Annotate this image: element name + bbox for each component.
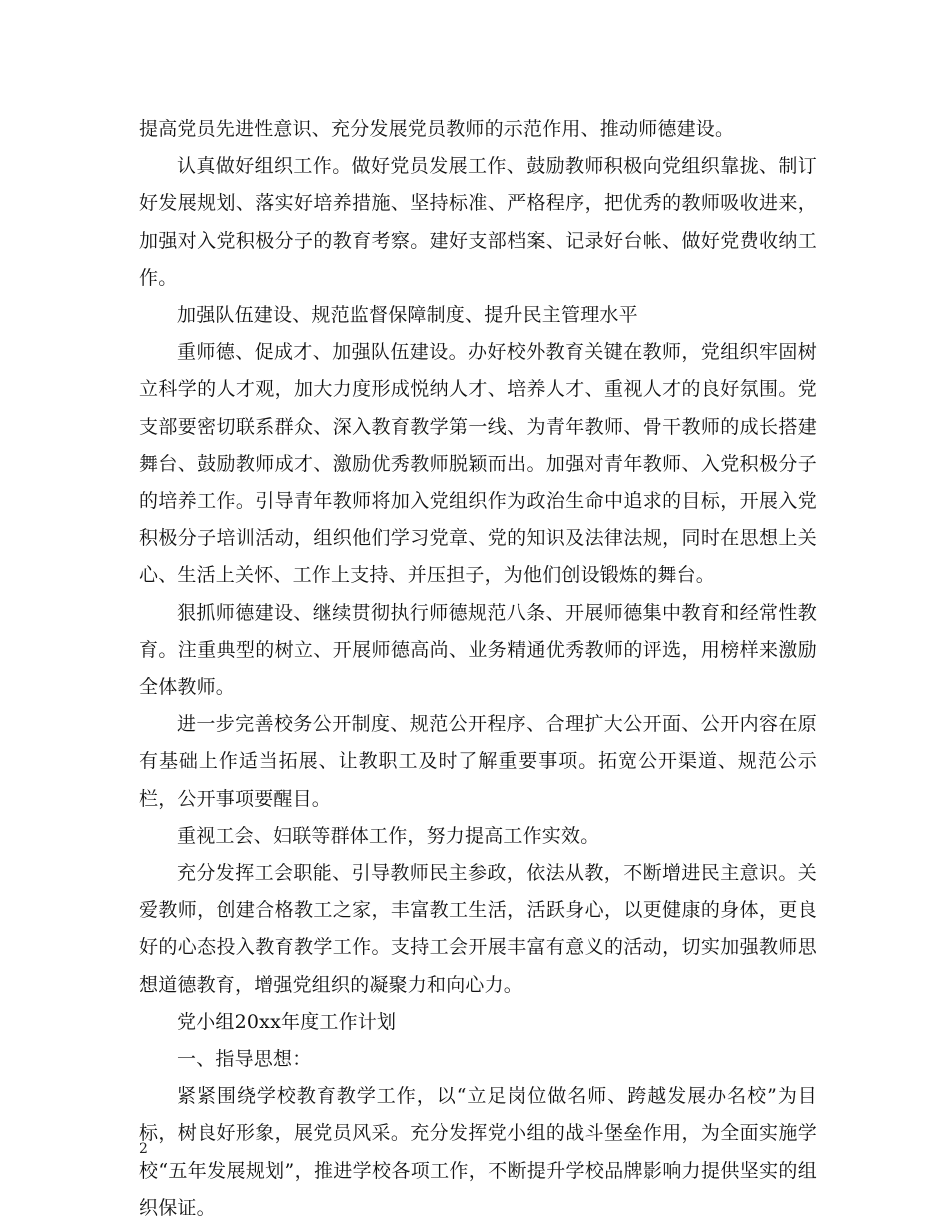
paragraph-1: 提高党员先进性意识、充分发展党员教师的示范作用、推动师德建设。 [139, 118, 735, 140]
paragraph-6: 进一步完善校务公开制度、规范公开程序、合理扩大公开面、公开内容在原有基础上作适当拓展、让教职工及时了解重要事项。拓宽公开渠道、规范公示栏，公开事项要醒目。 [139, 713, 817, 810]
paragraph-7: 重视工会、妇联等群体工作，努力提高工作实效。 [177, 824, 600, 847]
paragraph-2: 认真做好组织工作。做好党员发展工作、鼓励教师积极向党组织靠拢、制订好发展规划、落实好培养措施、坚持标准、严格程序，把优秀的教师吸收进来，加强对入党积极分子的教育考察。建好支部档案、记录好台帐、做好党费收纳工作。 [139, 155, 817, 289]
paragraph-5: 狠抓师德建设、继续贯彻执行师德规范八条、开展师德集中教育和经常性教育。注重典型的树立、开展师德高尚、业务精通优秀教师的评选，用榜样来激励全体教师。 [139, 601, 817, 699]
page-number: 2 [139, 1141, 148, 1157]
paragraph-10: 一、指导思想： [177, 1048, 312, 1071]
paragraph-11: 紧紧围绕学校教育教学工作，以“立足岗位做名师、跨越发展办名校”为目标，树良好形象，展党员风采。充分发挥党小组的战斗堡垒作用，为全面实施学校“五年发展规划”，推进学校各项工作，不断提升学校品牌影响力提供坚实的组织保证。 [139, 1085, 817, 1219]
paragraph-9: 党小组20xx年度工作计划 [177, 1010, 397, 1033]
paragraph-4: 重师德、促成才、加强队伍建设。办好校外教育关键在教师，党组织牢固树立科学的人才观，加大力度形成悦纳人才、培养人才、重视人才的良好氛围。党支部要密切联系群众、深入教育教学第一线、为青年教师、骨干教师的成长搭建舞台、鼓励教师成才、激励优秀教师脱颖而出。加强对青年教师、入党积极分子的培养工作。引导青年教师将加入党组织作为政治生命中追求的目标，开展入党积极分子培训活动，组织他们学习党章、党的知识及法律法规，同时在思想上关心、生活上关怀、工作上支持、并压担子，为他们创设锻炼的舞台。 [139, 341, 817, 587]
paragraph-3: 加强队伍建设、规范监督保障制度、提升民主管理水平 [177, 304, 638, 327]
document-body [139, 111, 817, 1227]
paragraph-8: 充分发挥工会职能、引导教师民主参政，依法从教，不断增进民主意识。关爱教师，创建合格教工之家，丰富教工生活，活跃身心，以更健康的身体，更良好的心态投入教育教学工作。支持工会开展丰富有意义的活动，切实加强教师思想道德教育，增强党组织的凝聚力和向心力。 [139, 862, 817, 996]
